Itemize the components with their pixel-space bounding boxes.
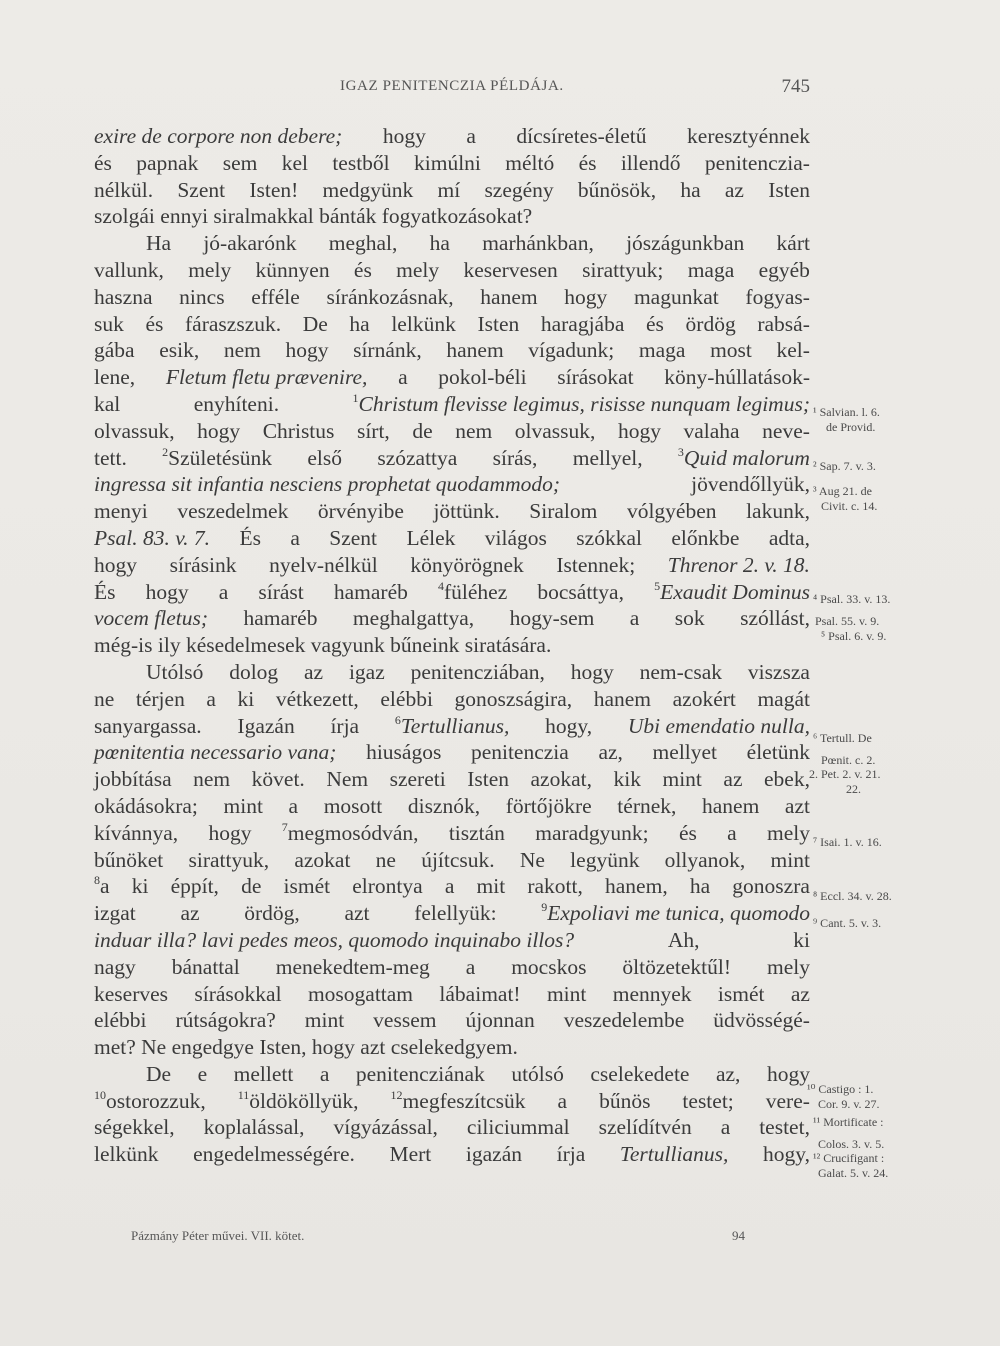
text-line: ingressa sit infantia nesciens prophetat quodammodo; jövendőllyük, xyxy=(94,472,810,497)
text-line: suk és fáraszszuk. De ha lelkünk Isten haragjába és ördög rabsá- xyxy=(94,311,810,336)
text-line: $^{10}$ostorozzuk, $^{11}$öldököllyük, $^{12}$megfeszítcsük a bűnös testet; vere- xyxy=(94,1087,810,1113)
running-title: IGAZ PENITENCZIA PÉLDÁJA. xyxy=(340,78,564,94)
margin-note: Colos. 3. v. 5. xyxy=(818,1137,885,1151)
text-line: tett. $^2$Születésünk első szózattya sírás, mellyel, $^3$Quid malorum xyxy=(94,444,810,470)
margin-note: Pœnit. c. 2. xyxy=(821,753,876,767)
text-line: met? Ne engedgye Isten, hogy azt cselekedgyem. xyxy=(94,1035,518,1060)
margin-note: ¹² Crucifigant : xyxy=(813,1151,885,1165)
text-line: pœnitentia necessario vana; hiuságos penitenczia az, mellyet életünk xyxy=(94,740,810,765)
text-line: kal enyhíteni. $^1$Christum flevisse legimus, risisse nunquam legimus; xyxy=(94,390,810,416)
text-line: még-is ily késedelmesek vagyunk bűneink siratására. xyxy=(94,633,552,658)
margin-note: Galat. 5. v. 24. xyxy=(818,1166,889,1180)
text-line: kívánnya, hogy $^7$megmosódván, tisztán maradgyunk; és a mely xyxy=(94,819,810,845)
page-header xyxy=(94,78,810,104)
text-line: és papnak sem kel testből kimúlni méltó és illendő penitenczia- xyxy=(94,150,810,175)
latin-phrase: exire de corpore non debere; xyxy=(94,124,343,148)
text-line: induar illa? lavi pedes meos, quomodo inquinabo illos? Ah, ki xyxy=(94,927,810,952)
page-footer xyxy=(131,1228,771,1246)
text-line: $^8$a ki éppít, de ismét elrontya a mit rakott, hanem, ha gonoszra xyxy=(94,873,810,899)
margin-note: ⁶ Tertull. De xyxy=(813,731,872,745)
text-line: De e mellett a penitencziának utólsó cselekedete az, hogy xyxy=(146,1061,810,1086)
margin-note: ⁹ Cant. 5. v. 3. xyxy=(813,916,882,930)
body-text xyxy=(94,123,810,1168)
page-number: 745 xyxy=(781,76,810,97)
text-line: keserves sírásokkal mosogattam lábaimat! mint mennyek ismét az xyxy=(94,981,810,1006)
text-line: exire de corpore non debere; hogy a dícsíretes-életű keresztyénnek xyxy=(94,124,810,148)
text-line: menyi veszedelmek örvényibe jöttünk. Siralom vólgyében lakunk, xyxy=(94,499,810,524)
margin-note: 22. xyxy=(846,782,861,796)
margin-note: Cor. 9. v. 27. xyxy=(818,1097,880,1111)
text-line: elébbi rútságokra? mint vessem újonnan veszedelembe üdvösségé- xyxy=(94,1008,810,1033)
margin-note: ⁷ Isai. 1. v. 16. xyxy=(813,835,882,849)
text-line: vallunk, mely künnyen és mely keservesen sirattyuk; maga egyéb xyxy=(94,257,810,282)
text-line: haszna nincs efféle síránkozásnak, hanem hogy magunkat fogyas- xyxy=(94,284,810,309)
text-line: olvassuk, hogy Christus sírt, de nem olvassuk, hogy valaha neve- xyxy=(94,418,810,443)
text-line: lelkünk engedelmességére. Mert igazán írja Tertullianus, hogy, xyxy=(94,1142,810,1167)
text-line: jobbítása nem követ. Nem szereti Isten azokat, kik mint az ebek, xyxy=(94,767,810,792)
text-line: gába esik, nem hogy sírnánk, hanem vígadunk; maga most kel- xyxy=(94,338,810,363)
margin-note: de Provid. xyxy=(826,420,876,434)
text-line: hogy sírásink nyelv-nélkül könyörögnek Istennek; Threnor 2. v. 18. xyxy=(94,552,810,577)
margin-note: 2. Pet. 2. v. 21. xyxy=(809,767,881,781)
text-line: okádásokra; mint a mosott disznók, förtőjökre térnek, hanem azt xyxy=(94,793,810,818)
margin-note: ⁸ Eccl. 34. v. 28. xyxy=(813,889,892,903)
margin-note: ¹¹ Mortificate : xyxy=(813,1115,884,1129)
text-line: bűnöket sirattyuk, azokat ne újítcsuk. Ne legyünk ollyanok, mint xyxy=(94,847,810,872)
signature-number: 94 xyxy=(732,1228,745,1243)
text-line: szolgái ennyi siralmakkal bánták fogyatkozásokat? xyxy=(94,204,533,229)
text-line: Ha jó-akarónk meghal, ha marhánkban, jószágunkban kárt xyxy=(146,231,810,256)
margin-note: ⁵ Psal. 6. v. 9. xyxy=(821,629,887,643)
margin-note: ² Sap. 7. v. 3. xyxy=(813,459,876,473)
text-line: vocem fletus; hamaréb meghalgattya, hogy-sem a sok szóllást, xyxy=(94,606,810,631)
text-line: nélkül. Szent Isten! medgyünk mí szegény bűnösök, ha az Isten xyxy=(94,177,810,202)
footer-imprint: Pázmány Péter művei. VII. kötet. xyxy=(131,1228,305,1243)
text-line: ne térjen a ki vétkezett, elébbi gonoszságira, hanem azokért magát xyxy=(94,686,810,711)
margin-note: ¹⁰ Castigo : 1. xyxy=(807,1082,874,1096)
margin-note: Psal. 55. v. 9. xyxy=(815,614,880,628)
text-line: Psal. 83. v. 7. És a Szent Lélek világos szókkal előnkbe adta, xyxy=(94,525,810,550)
margin-note: ³ Aug 21. de xyxy=(813,484,872,498)
text-line: nagy bánattal menekedtem-meg a mocskos öltözetektűl! mely xyxy=(94,954,810,979)
text-line: sanyargassa. Igazán írja $^6$Tertullianus, hogy, Ubi emendatio nulla, xyxy=(94,712,810,738)
margin-note: ⁴ Psal. 33. v. 13. xyxy=(813,592,891,606)
text-line: Utólsó dolog az igaz penitencziában, hogy nem-csak viszsza xyxy=(146,659,810,684)
text-line: És hogy a sírást hamaréb $^4$füléhez bocsáttya, $^5$Exaudit Dominus xyxy=(94,578,810,604)
text-line: izgat az ördög, azt felellyük: $^9$Expoliavi me tunica, quomodo xyxy=(94,900,810,926)
margin-note: ¹ Salvian. l. 6. xyxy=(813,405,880,419)
text-line: ségekkel, koplalással, vígyázással, ciliciummal szelídítvén a testet, xyxy=(94,1115,810,1140)
text-line: lene, Fletum fletu prævenire, a pokol-béli sírásokat köny-húllatások- xyxy=(94,365,810,390)
margin-note: Civit. c. 14. xyxy=(821,499,878,513)
